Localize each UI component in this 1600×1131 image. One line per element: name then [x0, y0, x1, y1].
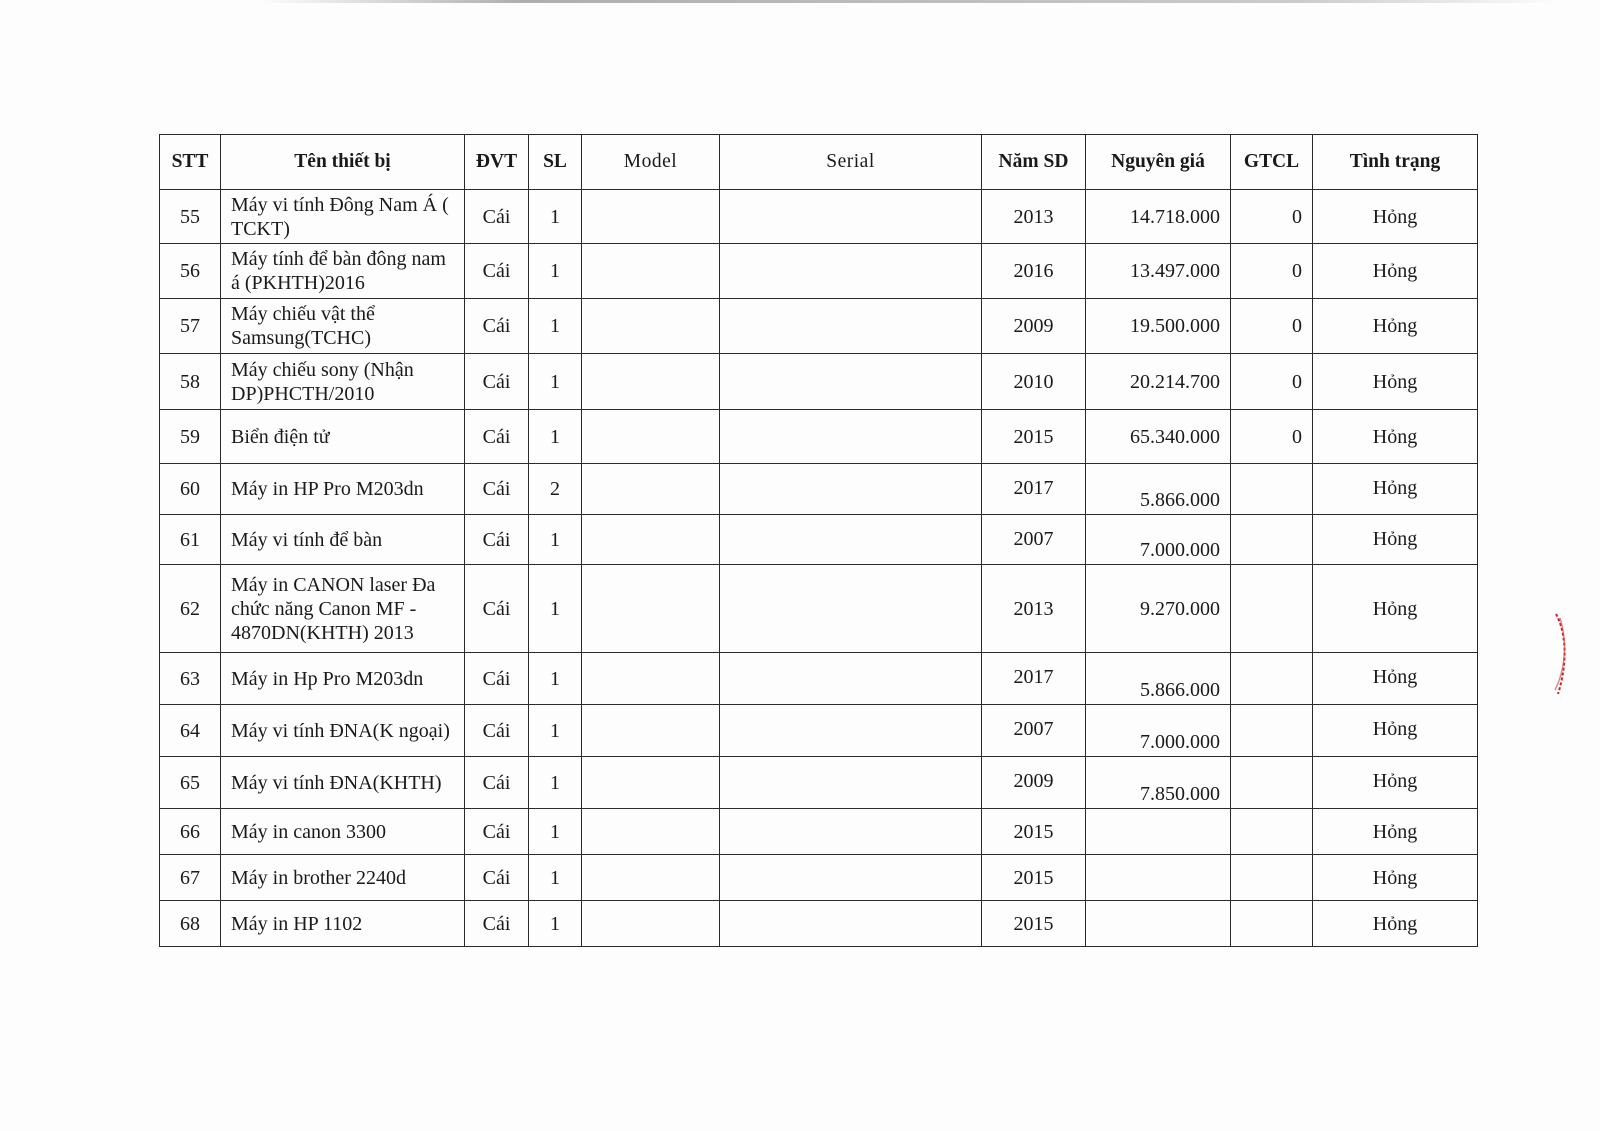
- cell-cost: 7.000.000: [1086, 705, 1231, 757]
- cell-status: Hỏng: [1313, 757, 1478, 809]
- cell-serial: [720, 244, 982, 299]
- cell-model: [582, 809, 720, 855]
- cell-status: Hỏng: [1313, 705, 1478, 757]
- cell-year: 2007: [982, 515, 1086, 565]
- cell-stt: 63: [160, 653, 221, 705]
- cell-unit: Cái: [465, 653, 529, 705]
- cell-quantity: 1: [529, 244, 582, 299]
- cell-device-name: Máy in HP Pro M203dn: [221, 464, 465, 515]
- cell-device-name: Máy vi tính để bàn: [221, 515, 465, 565]
- cell-gtcl: [1231, 809, 1313, 855]
- red-pen-mark: [1552, 612, 1570, 696]
- cell-stt: 55: [160, 190, 221, 244]
- cell-cost: [1086, 809, 1231, 855]
- cell-stt: 61: [160, 515, 221, 565]
- cell-status: Hỏng: [1313, 901, 1478, 947]
- cell-serial: [720, 565, 982, 653]
- cell-year: 2013: [982, 190, 1086, 244]
- cell-model: [582, 855, 720, 901]
- cell-serial: [720, 757, 982, 809]
- cell-status: Hỏng: [1313, 299, 1478, 354]
- cell-serial: [720, 299, 982, 354]
- cell-gtcl: [1231, 565, 1313, 653]
- cell-device-name: Máy in canon 3300: [221, 809, 465, 855]
- cell-quantity: 1: [529, 653, 582, 705]
- cell-year: 2010: [982, 354, 1086, 410]
- scan-edge-shadow: [260, 0, 1560, 3]
- cell-serial: [720, 705, 982, 757]
- cell-year: 2007: [982, 705, 1086, 757]
- cell-unit: Cái: [465, 565, 529, 653]
- cell-stt: 59: [160, 410, 221, 464]
- table-row: [160, 653, 1478, 705]
- cell-unit: Cái: [465, 515, 529, 565]
- cell-model: [582, 901, 720, 947]
- cell-device-name: Máy tính để bàn đông nam á (PKHTH)2016: [221, 244, 465, 299]
- cell-cost: 20.214.700: [1086, 354, 1231, 410]
- cell-quantity: 1: [529, 565, 582, 653]
- cell-gtcl: [1231, 653, 1313, 705]
- table-row: [160, 410, 1478, 464]
- cell-serial: [720, 190, 982, 244]
- cell-unit: Cái: [465, 705, 529, 757]
- header-year: Năm SD: [982, 135, 1086, 190]
- cell-stt: 65: [160, 757, 221, 809]
- table-row: [160, 354, 1478, 410]
- table-row: [160, 757, 1478, 809]
- cell-serial: [720, 901, 982, 947]
- cell-gtcl: [1231, 757, 1313, 809]
- cell-model: [582, 354, 720, 410]
- cell-device-name: Máy chiếu sony (Nhận DP)PHCTH/2010: [221, 354, 465, 410]
- cell-status: Hỏng: [1313, 653, 1478, 705]
- table-row: [160, 855, 1478, 901]
- cell-device-name: Máy vi tính Đông Nam Á ( TCKT): [221, 190, 465, 244]
- table-row: [160, 565, 1478, 653]
- cell-quantity: 2: [529, 464, 582, 515]
- cell-cost: 7.000.000: [1086, 515, 1231, 565]
- equipment-table: [159, 134, 1478, 947]
- cell-device-name: Máy in CANON laser Đa chức năng Canon MF - 4870DN(KHTH) 2013: [221, 565, 465, 653]
- cell-quantity: 1: [529, 354, 582, 410]
- cell-year: 2016: [982, 244, 1086, 299]
- cell-model: [582, 464, 720, 515]
- header-quantity: SL: [529, 135, 582, 190]
- cell-device-name: Biển điện tử: [221, 410, 465, 464]
- cell-unit: Cái: [465, 190, 529, 244]
- cell-cost: [1086, 901, 1231, 947]
- cell-gtcl: [1231, 464, 1313, 515]
- cell-stt: 57: [160, 299, 221, 354]
- cell-year: 2017: [982, 464, 1086, 515]
- cell-serial: [720, 464, 982, 515]
- cell-serial: [720, 354, 982, 410]
- cell-unit: Cái: [465, 354, 529, 410]
- cell-stt: 68: [160, 901, 221, 947]
- cell-quantity: 1: [529, 515, 582, 565]
- cell-device-name: Máy vi tính ĐNA(K ngoại): [221, 705, 465, 757]
- cell-year: 2009: [982, 757, 1086, 809]
- cell-model: [582, 565, 720, 653]
- cell-serial: [720, 855, 982, 901]
- cell-stt: 60: [160, 464, 221, 515]
- cell-year: 2015: [982, 855, 1086, 901]
- cell-cost: 13.497.000: [1086, 244, 1231, 299]
- cell-cost: 19.500.000: [1086, 299, 1231, 354]
- cell-quantity: 1: [529, 809, 582, 855]
- equipment-table-container: [159, 134, 1477, 947]
- table-row: [160, 299, 1478, 354]
- cell-year: 2013: [982, 565, 1086, 653]
- cell-quantity: 1: [529, 855, 582, 901]
- cell-quantity: 1: [529, 901, 582, 947]
- cell-model: [582, 653, 720, 705]
- cell-cost: 5.866.000: [1086, 653, 1231, 705]
- cell-status: Hỏng: [1313, 809, 1478, 855]
- cell-stt: 67: [160, 855, 221, 901]
- header-unit: ĐVT: [465, 135, 529, 190]
- cell-stt: 64: [160, 705, 221, 757]
- cell-cost: 14.718.000: [1086, 190, 1231, 244]
- cell-cost: 5.866.000: [1086, 464, 1231, 515]
- header-stt: STT: [160, 135, 221, 190]
- cell-status: Hỏng: [1313, 855, 1478, 901]
- cell-status: Hỏng: [1313, 515, 1478, 565]
- header-cost: Nguyên giá: [1086, 135, 1231, 190]
- cell-stt: 58: [160, 354, 221, 410]
- cell-cost: 9.270.000: [1086, 565, 1231, 653]
- cell-device-name: Máy in brother 2240d: [221, 855, 465, 901]
- cell-model: [582, 190, 720, 244]
- cell-status: Hỏng: [1313, 410, 1478, 464]
- cell-model: [582, 515, 720, 565]
- table-row: [160, 705, 1478, 757]
- cell-year: 2017: [982, 653, 1086, 705]
- cell-device-name: Máy in Hp Pro M203dn: [221, 653, 465, 705]
- header-status: Tình trạng: [1313, 135, 1478, 190]
- cell-gtcl: 0: [1231, 299, 1313, 354]
- table-header-row: [160, 135, 1478, 190]
- cell-gtcl: [1231, 901, 1313, 947]
- cell-serial: [720, 515, 982, 565]
- table-row: [160, 464, 1478, 515]
- cell-gtcl: 0: [1231, 244, 1313, 299]
- cell-serial: [720, 653, 982, 705]
- cell-year: 2015: [982, 809, 1086, 855]
- cell-model: [582, 705, 720, 757]
- cell-model: [582, 410, 720, 464]
- cell-year: 2015: [982, 901, 1086, 947]
- cell-serial: [720, 809, 982, 855]
- cell-year: 2009: [982, 299, 1086, 354]
- cell-status: Hỏng: [1313, 464, 1478, 515]
- cell-unit: Cái: [465, 464, 529, 515]
- cell-stt: 56: [160, 244, 221, 299]
- cell-cost: 65.340.000: [1086, 410, 1231, 464]
- cell-unit: Cái: [465, 901, 529, 947]
- cell-year: 2015: [982, 410, 1086, 464]
- cell-stt: 66: [160, 809, 221, 855]
- table-body: [160, 190, 1478, 947]
- cell-device-name: Máy chiếu vật thể Samsung(TCHC): [221, 299, 465, 354]
- cell-status: Hỏng: [1313, 244, 1478, 299]
- cell-status: Hỏng: [1313, 190, 1478, 244]
- cell-unit: Cái: [465, 410, 529, 464]
- cell-gtcl: 0: [1231, 190, 1313, 244]
- table-row: [160, 901, 1478, 947]
- cell-cost: 7.850.000: [1086, 757, 1231, 809]
- cell-gtcl: 0: [1231, 410, 1313, 464]
- cell-unit: Cái: [465, 855, 529, 901]
- cell-quantity: 1: [529, 190, 582, 244]
- cell-gtcl: [1231, 855, 1313, 901]
- cell-status: Hỏng: [1313, 565, 1478, 653]
- cell-device-name: Máy in HP 1102: [221, 901, 465, 947]
- cell-unit: Cái: [465, 299, 529, 354]
- header-serial: Serial: [720, 135, 982, 190]
- cell-gtcl: 0: [1231, 354, 1313, 410]
- table-row: [160, 244, 1478, 299]
- cell-gtcl: [1231, 515, 1313, 565]
- table-row: [160, 515, 1478, 565]
- cell-gtcl: [1231, 705, 1313, 757]
- cell-model: [582, 757, 720, 809]
- cell-quantity: 1: [529, 410, 582, 464]
- cell-unit: Cái: [465, 809, 529, 855]
- cell-status: Hỏng: [1313, 354, 1478, 410]
- cell-model: [582, 244, 720, 299]
- header-model: Model: [582, 135, 720, 190]
- cell-cost: [1086, 855, 1231, 901]
- header-device-name: Tên thiết bị: [221, 135, 465, 190]
- cell-unit: Cái: [465, 757, 529, 809]
- header-gtcl: GTCL: [1231, 135, 1313, 190]
- table-row: [160, 190, 1478, 244]
- table-row: [160, 809, 1478, 855]
- cell-model: [582, 299, 720, 354]
- cell-device-name: Máy vi tính ĐNA(KHTH): [221, 757, 465, 809]
- cell-quantity: 1: [529, 299, 582, 354]
- cell-serial: [720, 410, 982, 464]
- cell-stt: 62: [160, 565, 221, 653]
- cell-quantity: 1: [529, 757, 582, 809]
- cell-unit: Cái: [465, 244, 529, 299]
- cell-quantity: 1: [529, 705, 582, 757]
